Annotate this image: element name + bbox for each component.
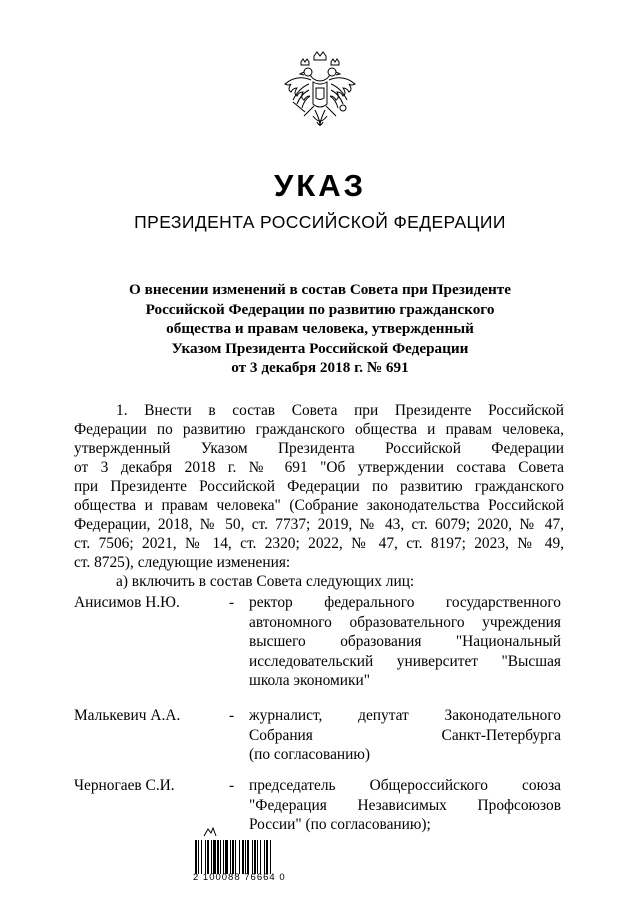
barcode-bar [252, 840, 253, 874]
barcode-number: 2 100088 76664 0 [193, 872, 286, 883]
description-line: "Федерация Независимых Профсоюзов [249, 796, 561, 814]
barcode-bar [225, 840, 228, 874]
barcode-bar [198, 840, 199, 874]
description-line: автономного образовательного учреждения [249, 613, 561, 631]
barcode-bar [270, 840, 271, 874]
description-line: России" (по согласованию); [249, 816, 431, 833]
barcode-bar [235, 840, 236, 874]
barcode-bar [217, 840, 219, 874]
title-line: О внесении изменений в состав Совета при Президенте [129, 281, 511, 298]
barcode-bar [211, 840, 212, 874]
title-line: от 3 декабря 2018 г. № 691 [231, 359, 409, 376]
barcode-bar [195, 840, 197, 874]
title-line: общества и правам человека, утвержденный [166, 320, 474, 337]
barcode-bar [260, 840, 261, 874]
barcode-bar [257, 840, 258, 874]
description-line: председатель Общероссийского союза [249, 777, 561, 794]
body-line: от 3 декабря 2018 г. № 691 "Об утверждении состава Совета [74, 459, 564, 476]
barcode-bar [220, 840, 221, 874]
description-line: (по согласованию) [249, 746, 370, 763]
description-line: школа экономики" [249, 672, 371, 689]
title-line: Указом Президента Российской Федерации [171, 339, 469, 357]
barcode-bar [223, 840, 224, 874]
barcode-bar [205, 840, 206, 874]
person-name: Черногаев С.И. [74, 777, 175, 794]
barcode-bar [230, 840, 231, 874]
barcode-bar [266, 840, 268, 874]
body-line: а) включить в состав Совета следующих лиц: [116, 573, 415, 590]
body-line: ст. 8725), следующие изменения: [74, 554, 291, 571]
barcode-bar [242, 840, 244, 874]
body-line: утвержденный Указом Президента Российской Федерации [74, 440, 564, 457]
body-line: Федерации, 2018, № 50, ст. 7737; 2019, № 43, ст. 6079; 2020, № 47, [74, 516, 564, 533]
coat-of-arms-emblem [281, 50, 359, 146]
issuer-heading: ПРЕЗИДЕНТА РОССИЙСКОЙ ФЕДЕРАЦИИ [134, 212, 506, 232]
barcode-bar [245, 840, 246, 874]
barcode-bar [239, 840, 240, 874]
barcode-bar [264, 840, 265, 874]
person-dash: - [229, 777, 235, 794]
barcode-bar [247, 840, 249, 874]
decree-title [95, 280, 545, 378]
barcode [195, 840, 287, 874]
body-line: при Президенте Российской Федерации по развитию гражданского [74, 478, 564, 495]
barcode-bar [207, 840, 209, 874]
body-line: Федерации по развитию гражданского общества и правам человека, [74, 421, 564, 438]
person-description [249, 593, 561, 691]
barcode-bar [213, 840, 216, 874]
person-description [249, 706, 561, 765]
description-line: высшего образования "Национальный [249, 633, 561, 650]
description-line: Собрания Санкт-Петербурга [249, 726, 561, 744]
body-line: ст. 7506; 2021, № 14, ст. 2320; 2022, № 47, ст. 8197; 2023, № 49, [74, 535, 564, 552]
person-name: Анисимов Н.Ю. [74, 594, 180, 611]
person-name: Малькевич А.А. [74, 707, 181, 724]
person-dash: - [229, 707, 235, 724]
title-line: Российской Федерации по развитию гражданского [145, 300, 495, 318]
person-description [249, 776, 561, 835]
description-line: ректор федерального государственного [249, 594, 561, 611]
barcode-bar [201, 840, 202, 874]
barcode-bar [254, 840, 256, 874]
decree-heading: УКАЗ [273, 168, 366, 203]
print-mark-icon [203, 826, 217, 838]
body-line: общества и правам человека" (Собрание законодательства Российской [74, 497, 564, 514]
description-line: журналист, депутат Законодательного [249, 707, 561, 724]
description-line: исследовательский университет "Высшая [249, 652, 561, 670]
person-dash: - [229, 594, 235, 611]
barcode-bar [232, 840, 234, 874]
body-line: 1. Внести в состав Совета при Президенте Российской [116, 402, 564, 419]
